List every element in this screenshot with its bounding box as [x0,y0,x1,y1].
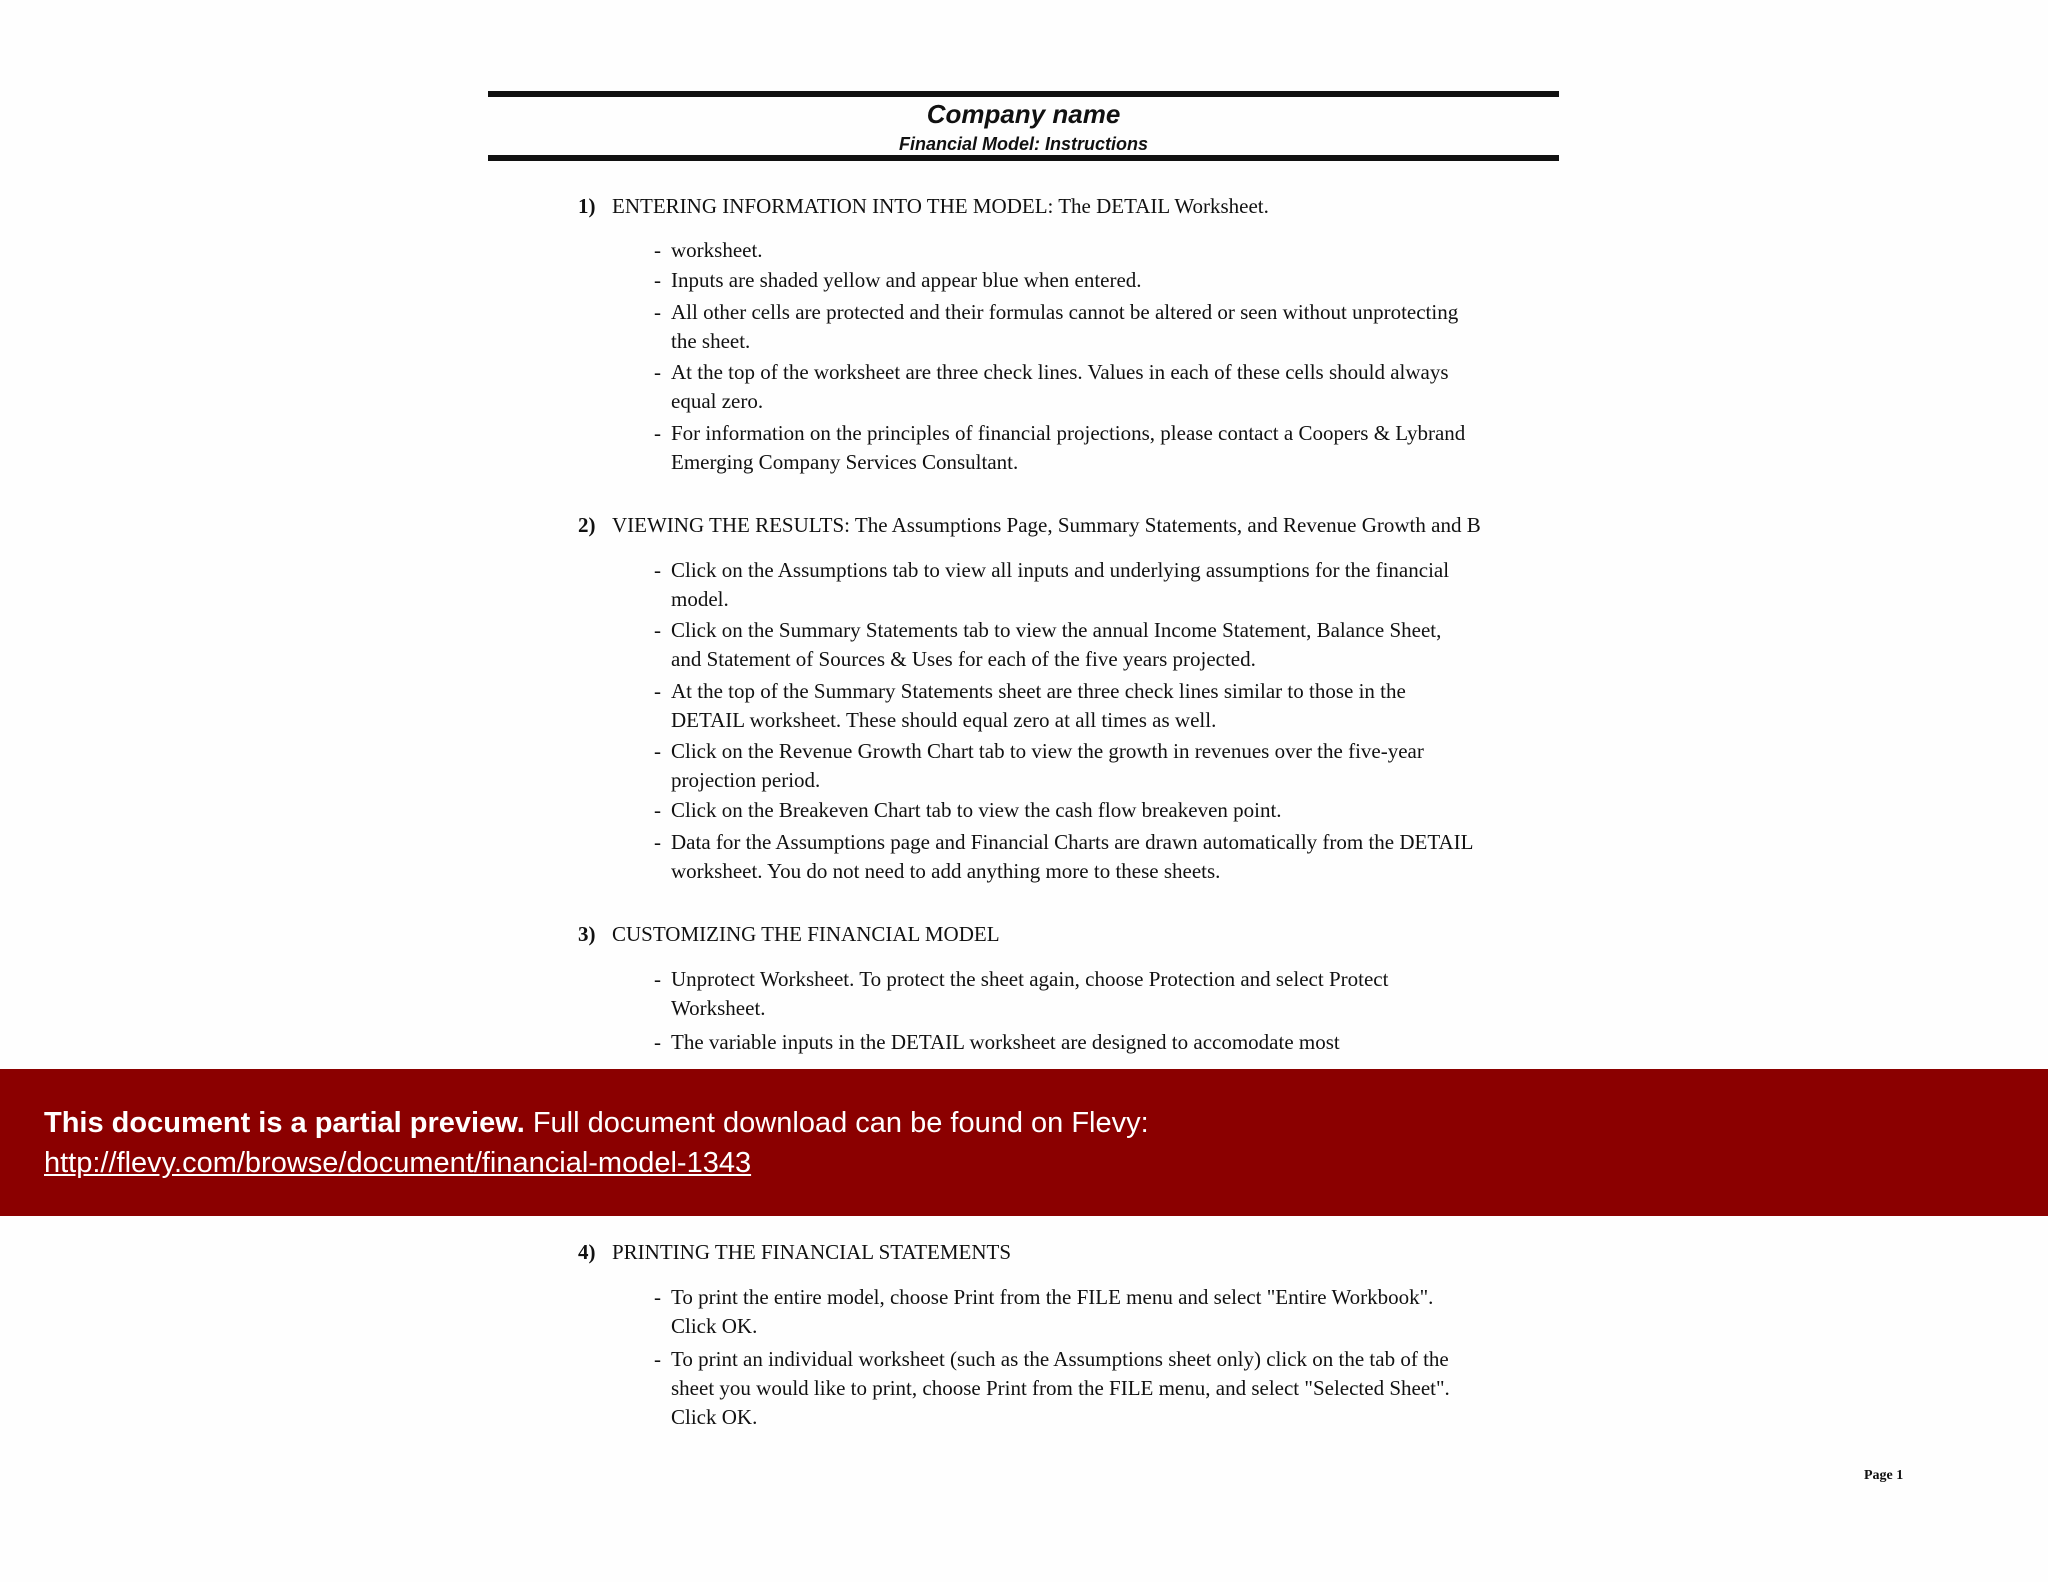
list-item: - Unprotect Worksheet. To protect the sheet again, choose Protection and select Protect Worksheet. [654,967,1389,1020]
list-item: - To print the entire model, choose Print from the FILE menu and select "Entire Workbook". Click OK. [654,1285,1434,1338]
list-item: - Click on the Assumptions tab to view all inputs and underlying assumptions for the financial model. [654,558,1450,611]
list-item: - At the top of the worksheet are three check lines. Values in each of these cells should always equal zero. [654,360,1449,413]
section-number: 4) [578,1240,596,1264]
list-item: - Click on the Summary Statements tab to view the annual Income Statement, Balance Sheet, and Statement of Sources & Uses for each of the five years projected. [654,618,1442,671]
list-item: - To print an individual worksheet (such as the Assumptions sheet only) click on the tab of the sheet you would like to print, choose Print from the FILE menu, and select "Selected Sheet". Click OK. [654,1347,1450,1429]
list-item: - Click on the Revenue Growth Chart tab to view the growth in revenues over the five-year projection period. [654,739,1424,792]
section-title: VIEWING THE RESULTS: The Assumptions Page, Summary Statements, and Revenue Growth and B [612,513,1481,537]
list-item: - The variable inputs in the DETAIL worksheet are designed to accomodate most [654,1030,1340,1054]
section-heading [578,511,1560,539]
section-heading [578,920,1560,948]
list-item: - worksheet. [654,238,763,262]
preview-banner [0,1069,2048,1216]
section-title: CUSTOMIZING THE FINANCIAL MODEL [612,922,1000,946]
banner-message [44,1103,1149,1143]
document-subtitle: Financial Model: Instructions [898,134,1149,154]
section-number: 3) [578,922,596,946]
section-number: 2) [578,513,596,537]
page-number: Page 1 [1864,1468,1904,1483]
banner-text: Full document download can be found on Flevy: [532,1107,1149,1139]
company-name: Company name [926,99,1121,129]
list-item: - All other cells are protected and their formulas cannot be altered or seen without unprotecting the sheet. [654,300,1459,353]
list-item: - At the top of the Summary Statements sheet are three check lines similar to those in the DETAIL worksheet. These should equal zero at all times as well. [654,679,1406,732]
banner-bold-text: This document is a partial preview. [44,1107,525,1139]
list-item: - For information on the principles of financial projections, please contact a Coopers & Lybrand Emerging Company Services Consultant. [654,421,1466,474]
section-heading [578,1238,1560,1266]
download-link[interactable]: http://flevy.com/browse/document/financial-model-1343 [44,1147,752,1179]
list-item: - Inputs are shaded yellow and appear blue when entered. [654,268,1142,292]
section-heading [578,192,1560,220]
section-number: 1) [578,194,596,218]
section-title: PRINTING THE FINANCIAL STATEMENTS [612,1240,1012,1264]
list-item: - Click on the Breakeven Chart tab to view the cash flow breakeven point. [654,798,1282,822]
list-item: - Data for the Assumptions page and Financial Charts are drawn automatically from the DETAIL worksheet. You do not need to add anything more to these sheets. [654,830,1473,883]
section-title: ENTERING INFORMATION INTO THE MODEL: The DETAIL Worksheet. [612,194,1269,218]
title-bottom-rule [488,155,1559,161]
